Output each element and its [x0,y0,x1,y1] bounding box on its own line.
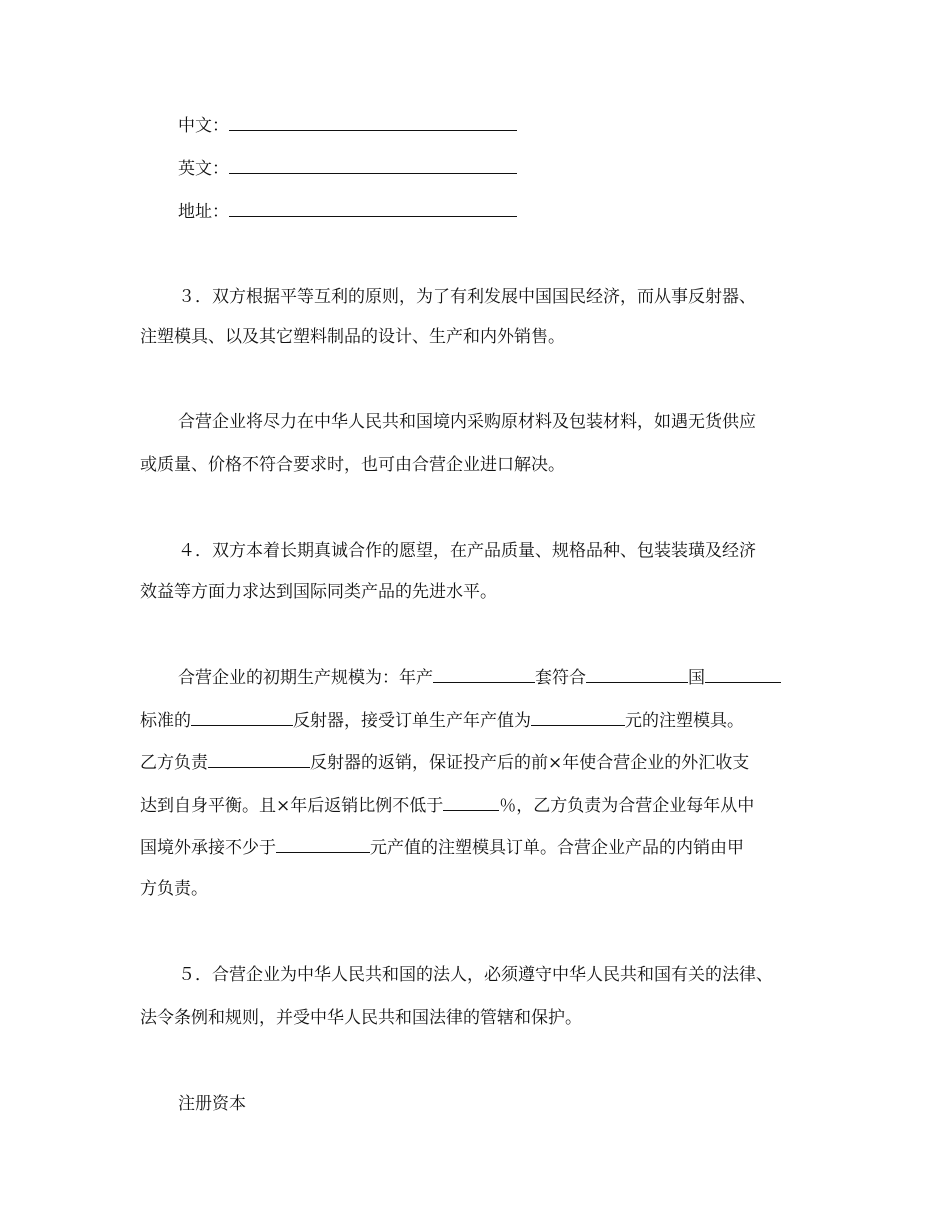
scale-text: 达到自身平衡。且×年后返销比例不低于 [140,796,444,816]
address-blank[interactable] [229,199,517,217]
scale-text: 合营企业的初期生产规模为：年产 [178,668,433,688]
materials-line2: 或质量、价格不符合要求时，也可由合营企业进口解决。 [140,455,565,475]
scale-text: ％，乙方负责为合营企业每年从中 [499,796,755,816]
address-label: 地址： [178,202,229,222]
materials-line1: 合营企业将尽力在中华人民共和国境内采购原材料及包装材料，如遇无货供应 [178,412,756,432]
scale-text: 反射器的返销，保证投产后的前×年使合营企业的外汇收支 [310,753,750,773]
english-name-label: 英文： [178,159,229,179]
chinese-name-blank[interactable] [229,113,517,131]
clause3-line2: 注塑模具、以及其它塑料制品的设计、生产和内外销售。 [140,327,565,347]
clause5-line1: ５．合营企业为中华人民共和国的法人，必须遵守中华人民共和国有关的法律、 [178,965,773,985]
english-name-blank[interactable] [229,156,517,174]
scale-text: 元产值的注塑模具订单。合营企业产品的内销由甲 [370,838,744,858]
scale-line4 [140,793,754,818]
clause4-line2: 效益等方面力求达到国际同类产品的先进水平。 [140,582,497,602]
clause3-line1: ３．双方根据平等互利的原则，为了有利发展中国国民经济，而从事反射器、 [178,287,756,307]
scale-line6: 方负责。 [140,879,208,899]
scale-line1 [178,665,781,690]
scale-text: 元的注塑模具。 [625,711,744,731]
scale-line3 [140,750,749,775]
standard-blank[interactable] [191,708,293,726]
standard-count-blank[interactable] [586,665,688,683]
registered-capital-heading: 注册资本 [178,1094,246,1114]
country-blank[interactable] [705,665,781,683]
chinese-name-field [178,113,517,138]
clause5-line2: 法令条例和规则，并受中华人民共和国法律的管辖和保护。 [140,1008,582,1028]
scale-line5 [140,835,744,860]
chinese-name-label: 中文： [178,116,229,136]
scale-text: 反射器，接受订单生产年产值为 [293,711,531,731]
scale-text: 乙方负责 [140,753,208,773]
buyback-ratio-blank[interactable] [443,793,499,811]
english-name-field [178,156,517,181]
buyback-blank[interactable] [208,750,310,768]
scale-text: 国境外承接不少于 [140,838,276,858]
address-field [178,199,517,224]
order-value-blank[interactable] [276,835,370,853]
scale-text: 国 [688,668,705,688]
annual-output-blank[interactable] [433,665,535,683]
clause4-line1: ４．双方本着长期真诚合作的愿望，在产品质量、规格品种、包装装璜及经济 [178,541,756,561]
scale-text: 标准的 [140,711,191,731]
scale-line2 [140,708,744,733]
output-value-blank[interactable] [531,708,625,726]
scale-text: 套符合 [535,668,586,688]
